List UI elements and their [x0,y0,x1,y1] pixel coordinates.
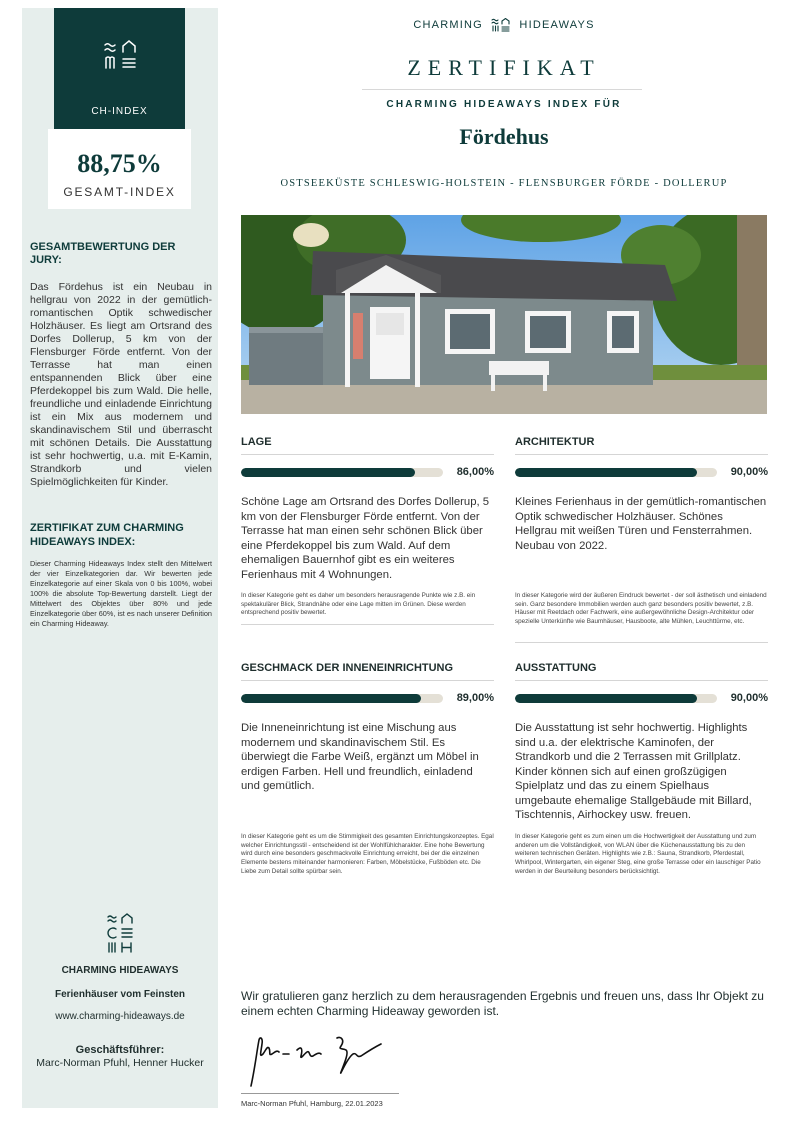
category-lage [241,436,494,617]
category-heading: AUSSTATTUNG [515,662,597,674]
score-bar [515,466,768,480]
score-value: 89,00% [456,692,494,704]
score-fill [515,468,697,477]
category-heading: GESCHMACK DER INNENEINRICHTUNG [241,662,454,674]
note-divider [241,624,494,625]
total-index-card [48,129,191,209]
jury-heading: GESAMTBEWERTUNG DER JURY: [30,241,176,266]
logo-label: CH-INDEX [91,106,148,117]
score-track [241,468,443,477]
ch-index-logo [54,8,185,129]
footer-tagline: Ferienhäuser vom Feinsten [54,989,186,1000]
ceo-names: Marc-Norman Pfuhl, Henner Hucker [36,1057,204,1069]
score-value: 90,00% [730,692,768,704]
category-description: Schöne Lage am Ortsrand des Dorfes Dollerup, 5 km von der Flensburger Förde entfernt. Von der Terrasse hat man einen sehr schönen Blick über eine Pferdekoppel bis zum Wald. Auf dem ehemaligen Bauernhof gibt es ein weiteres Ferienhaus mit 4 Wohnungen. [241,496,490,581]
sidebar-footer [22,913,218,1070]
title-divider [362,89,642,90]
brand-left: CHARMING [413,18,483,31]
ceo-label: Geschäftsführer: [75,1044,165,1056]
category-description: Kleines Ferienhaus in der gemütlich-romantischen Optik schwedischer Holzhäuser. Schönes Hellgrau mit weißen Türen und Fensterrahmen. Neubau von 2022. [515,496,767,552]
score-fill [241,694,421,703]
score-fill [241,468,415,477]
category-note: In dieser Kategorie geht es zum einen um die Hochwertigkeit der Ausstattung und zum anderen um die Vollständigkeit, von WLAN über die Küchenausstattung bis zu den weiteren technischen Geräten. Highlights wie z.B.: Sauna, Strandkorb, Pferdestall, Whirlpool, Wintergarten, ein eigener Steg, eine große Terrasse oder ein lauschiger Patio werden in der Beurteilung besonders berücksichtigt. [515,833,761,875]
house-photo [241,215,767,414]
footer-website-link[interactable]: www.charming-hideaways.de [55,1011,185,1022]
category-heading: LAGE [241,436,272,448]
score-track [515,694,717,703]
ch-logo-icon [106,913,134,953]
signature-caption: Marc-Norman Pfuhl, Hamburg, 22.01.2023 [241,1099,383,1108]
ch-logo-icon [491,18,511,32]
category-description: Die Inneneinrichtung ist eine Mischung aus modernem und skandinavischem Stil. Es überwiegt die Farbe Weiß, ergänzt um Möbel in erdigen Farben. Hell und freundlich, einladend und gemütlich. [241,722,479,792]
certificate-title: ZERTIFIKAT [407,55,601,80]
category-description: Die Ausstattung ist sehr hochwertig. Highlights sind u.a. der elektrische Kaminofen, der Strandkorb und die 2 Terrassen mit Grillplatz. Kinder können sich auf einen großzügigen Spielplatz und das zu einem Spielhaus umgebaute ehemalige Stallgebäude mit Billard, Tischtennis, Airhockey usw. freuen. [515,722,752,821]
score-value: 90,00% [730,466,768,478]
property-location: OSTSEEKÜSTE SCHLESWIG-HOLSTEIN - FLENSBURGER FÖRDE - DOLLERUP [280,178,728,189]
score-bar [241,466,494,480]
ch-logo-icon [103,40,137,70]
property-name: Fördehus [459,124,549,149]
footer-brand: CHARMING HIDEAWAYS [61,965,179,976]
category-inneneinrichtung [241,662,494,875]
brand-right: HIDEAWAYS [519,18,595,31]
total-index-label: GESAMT-INDEX [63,185,176,199]
category-ausstattung [515,662,768,875]
category-heading: ARCHITEKTUR [515,436,595,448]
certificate-subtitle: CHARMING HIDEAWAYS INDEX FÜR [386,99,622,110]
category-note: In dieser Kategorie geht es um die Stimmigkeit des gesamten Einrichtungskonzeptes. Egal welcher Einrichtungsstil - entscheidend ist der Wohlfühlcharakter. Eine hohe Bewertung wird durch eine besonders geschmackvolle Einrichtung erreicht, bei der die einzelnen Elemente bestens miteinander harmonieren: Farben, Möbelstücke, Fußböden etc. Die Liebe zum Detail sollte spürbar sein. [241,833,494,875]
certificate-text: Dieser Charming Hideaways Index stellt den Mittelwert der vier Einzelkategorien dar. Wir bewerten jede Einzelkategorie auf einer Skala von 0 bis 100%, wobei 100% die absolute Top-Bewertung darstellt. Liegt der Mittelwert des Objektes über 80% und jede Einzelkategorie über 60%, ist es nach unserer Definition ein Charming Hideaway. [30,559,212,628]
category-architektur [515,436,768,626]
note-divider [515,642,768,643]
certificate-heading: ZERTIFIKAT ZUM CHARMING HIDEAWAYS INDEX: [30,522,184,548]
congratulations-text: Wir gratulieren ganz herzlich zu dem herausragenden Ergebnis und freuen uns, dass Ihr Objekt zu einem echten Charming Hideaway geworden ist. [241,989,764,1018]
score-bar [241,692,494,706]
score-track [241,694,443,703]
category-divider [515,454,768,455]
score-bar [515,692,768,706]
signature-line [241,1093,399,1094]
category-note: In dieser Kategorie geht es daher um besonders herausragende Punkte wie z.B. ein spektakulärer Blick, Strandnähe oder eine Lage mitten im Grünen. Diese werden entsprechend positiv bewertet. [241,592,476,617]
category-divider [515,680,768,681]
score-fill [515,694,697,703]
total-index-value: 88,75% [77,149,162,178]
jury-text: Das Fördehus ist ein Neubau in hellgrau von 2022 in der gemütlich-romantischen Optik schwedischer Holzhäuser. Es liegt am Ortsrand des Dorfes Dollerup, 5 km von der Flensburger Förde entfernt. Von der Terrasse hat man einen entspannenden Blick über eine Pferdekoppel bis zum Wald. Die helle, freundliche und einladende Einrichtung ist ein Mix aus modernem und skandinavischem Stil und überrascht mit schönen Details. Die Ausstattung ist sehr hochwertig, u.a. mit E-Kamin, Strandkorb und vielen Spielmöglichkeiten für Kinder. [30,281,212,488]
sidebar [22,8,218,1108]
brand-header [241,18,767,32]
score-track [515,468,717,477]
category-note: In dieser Kategorie wird der äußeren Eindruck bewertet - der soll ästhetisch und einladend sein. Ganz besondere Immobilien werden auch ganz besonders positiv bewertet, z.B. Häuser mit Reetdach oder Fachwerk, eine außergewöhnliche Design-Architektur oder spezielle Unterkünfte wie Baumhäuser, Hausboote, alte Mühlen, Leuchttürme, etc. [515,592,767,626]
category-divider [241,680,494,681]
signature [241,1028,401,1092]
score-value: 86,00% [456,466,494,478]
category-divider [241,454,494,455]
